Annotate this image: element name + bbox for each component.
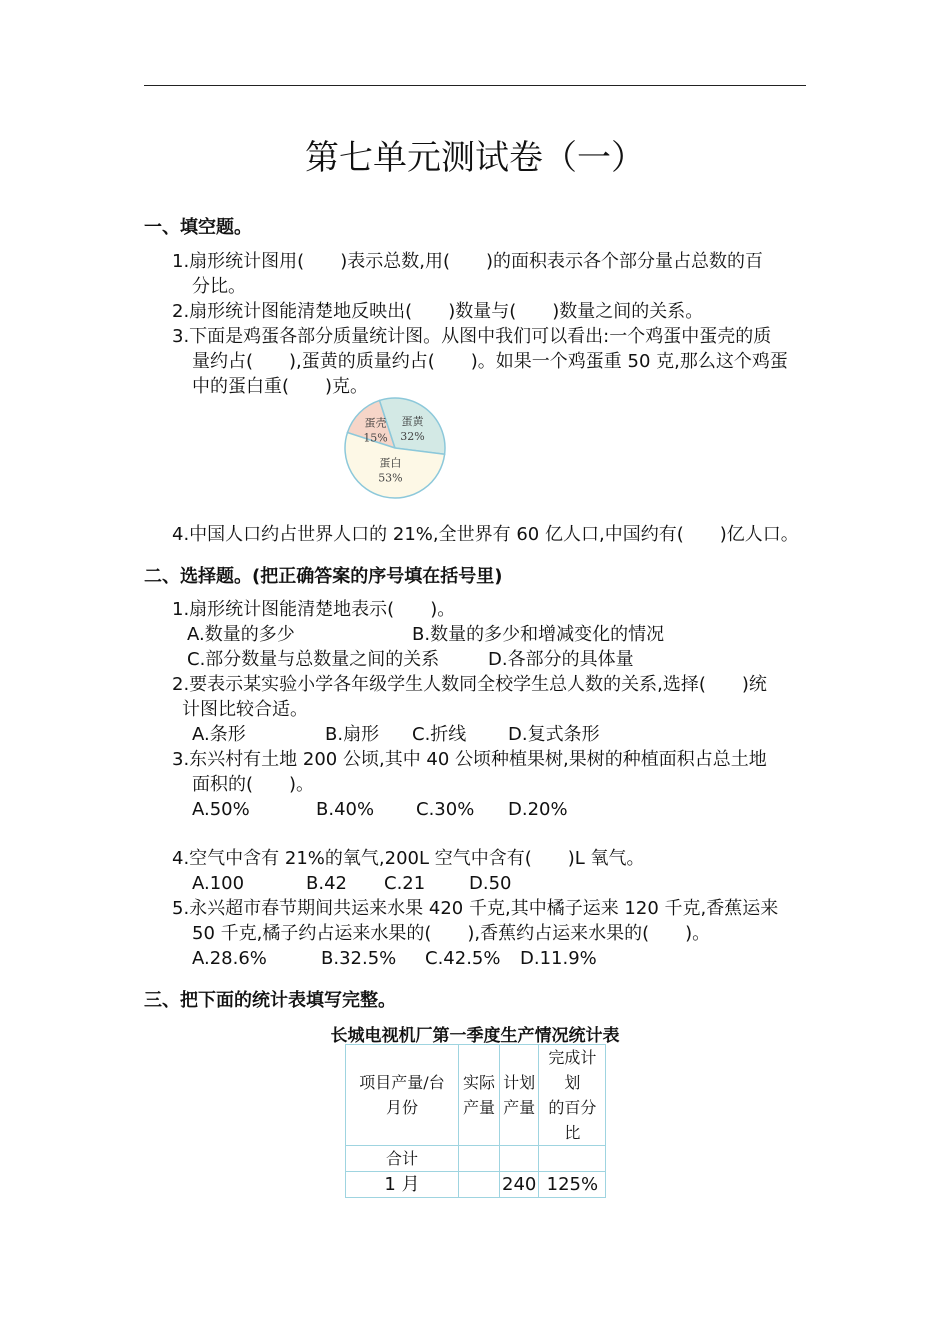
s1-q3-line3: 中的蛋白重( )克。 [192,376,369,397]
cell-percent [539,1146,606,1172]
header-col2-line1: 实际 [462,1073,495,1092]
cell-month: 1 月 [346,1172,459,1198]
s2-q2-line2: 计图比较合适。 [182,699,308,720]
pie-value-label-1: 15% [363,431,388,445]
header-col4-line3: 的百分 [548,1098,597,1117]
s2-q5-line1: 5.永兴超市春节期间共运来水果 420 千克,其中橘子运来 120 千克,香蕉运来 [172,898,779,919]
s2-q1-optB: B.数量的多少和增减变化的情况 [412,624,665,645]
s2-q5-optA: A.28.6% [192,948,267,969]
header-actual-cell [459,1045,500,1146]
header-col4-line2: 划 [564,1073,581,1092]
table-header-row [346,1045,606,1146]
header-col1-line2: 月份 [385,1098,418,1117]
s2-q1-optD: D.各部分的具体量 [488,649,634,670]
section1-heading: 一、填空题。 [144,217,252,238]
s2-q2-line1: 2.要表示某实验小学各年级学生人数同全校学生总人数的关系,选择( )统 [172,674,767,695]
s2-q4-optB: B.42 [306,873,347,894]
table-row [346,1172,606,1198]
section3-heading: 三、把下面的统计表填写完整。 [144,990,396,1011]
header-col2-line2: 产量 [462,1098,495,1117]
header-col4-line4: 比 [564,1123,581,1142]
cell-actual [459,1146,500,1172]
cell-percent: 125% [539,1172,606,1198]
s2-q2-optC: C.折线 [412,724,467,745]
s2-q3-optA: A.50% [192,799,250,820]
s2-q3-optB: B.40% [316,799,375,820]
s2-q3-line1: 3.东兴村有土地 200 公顷,其中 40 公顷种植果树,果树的种植面积占总土地 [172,749,767,770]
header-percent-cell [539,1045,606,1146]
pie-label-3: 蛋白 [379,456,402,470]
egg-pie-chart [340,396,450,500]
s2-q4-optC: C.21 [384,873,426,894]
s1-q1-line1: 1.扇形统计图用( )表示总数,用( )的面积表示各个部分量占总数的百 [172,251,763,272]
s2-q5-optC: C.42.5% [425,948,501,969]
s2-q2-optD: D.复式条形 [508,724,600,745]
pie-value-label-2: 32% [400,429,425,443]
cell-plan: 240 [500,1172,539,1198]
s2-q5-optB: B.32.5% [321,948,397,969]
s2-q4-optD: D.50 [469,873,512,894]
cell-actual [459,1172,500,1198]
s2-q5-line2: 50 千克,橘子约占运来水果的( ),香蕉约占运来水果的( )。 [192,923,711,944]
s1-q1-line2: 分比。 [192,276,246,297]
s2-q5-optD: D.11.9% [520,948,597,969]
s2-q1-optC: C.部分数量与总数量之间的关系 [187,649,440,670]
header-col4-line1: 完成计 [548,1048,597,1067]
header-col3-line2: 产量 [503,1098,536,1117]
s2-q3-optD: D.20% [508,799,568,820]
s2-q3-optC: C.30% [416,799,475,820]
section2-heading: 二、选择题。(把正确答案的序号填在括号里) [144,566,503,587]
header-month-cell [346,1045,459,1146]
s2-q2-optA: A.条形 [192,724,246,745]
s2-q3-line2: 面积的( )。 [192,774,315,795]
pie-label-1: 蛋壳 [364,416,387,430]
s1-q3-line2: 量约占( ),蛋黄的质量约占( )。如果一个鸡蛋重 50 克,那么这个鸡蛋 [192,351,788,372]
s2-q1-line1: 1.扇形统计图能清楚地表示( )。 [172,599,456,620]
table-row [346,1146,606,1172]
top-rule [144,85,806,86]
s2-q1-optA: A.数量的多少 [187,624,295,645]
s1-q3-line1: 3.下面是鸡蛋各部分质量统计图。从图中我们可以看出:一个鸡蛋中蛋壳的质 [172,326,772,347]
page-title: 第七单元测试卷（一） [305,138,645,178]
s1-q2-line1: 2.扇形统计图能清楚地反映出( )数量与( )数量之间的关系。 [172,301,704,322]
pie-label-2: 蛋黄 [401,414,424,428]
header-col3-line1: 计划 [503,1073,536,1092]
production-table [345,1044,606,1198]
table-title: 长城电视机厂第一季度生产情况统计表 [330,1026,620,1046]
cell-month: 合计 [346,1146,459,1172]
s2-q2-optB: B.扇形 [325,724,380,745]
s1-q4-line1: 4.中国人口约占世界人口的 21%,全世界有 60 亿人口,中国约有( )亿人口。 [172,524,799,545]
header-plan-cell [500,1045,539,1146]
s2-q4-optA: A.100 [192,873,245,894]
s2-q4-line1: 4.空气中含有 21%的氧气,200L 空气中含有( )L 氧气。 [172,848,645,869]
cell-plan [500,1146,539,1172]
header-col1-line1: 项目产量/台 [359,1073,445,1092]
pie-value-label-3: 53% [378,471,403,485]
